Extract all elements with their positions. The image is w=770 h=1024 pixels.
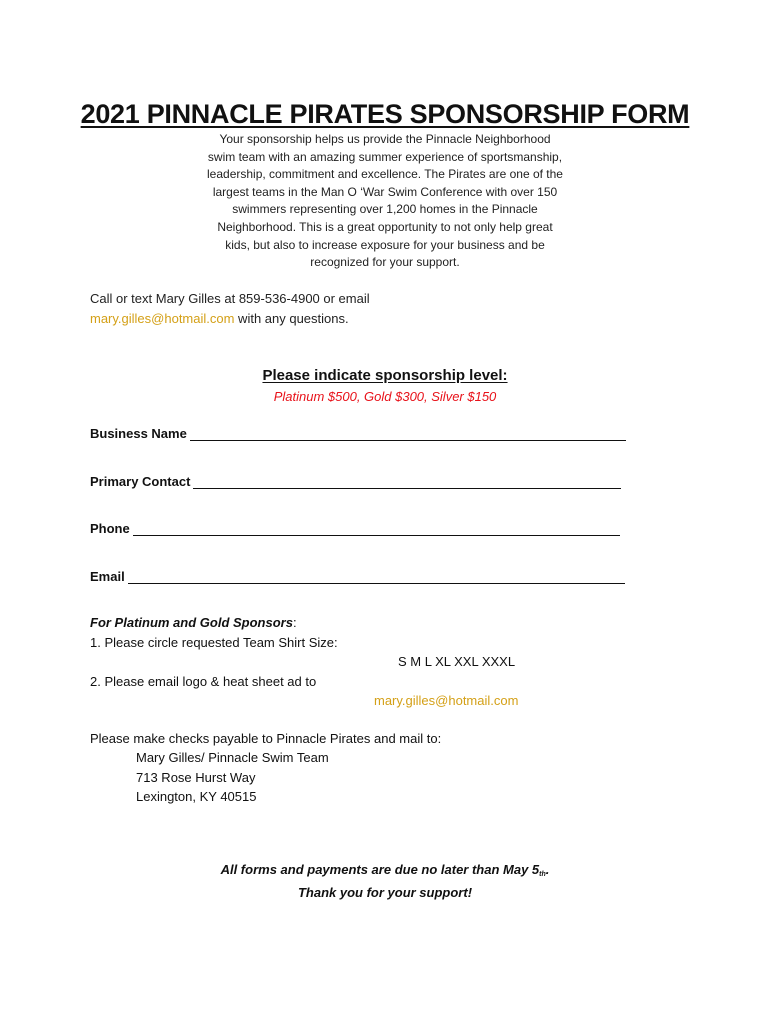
business-name-label: Business Name xyxy=(90,426,187,441)
shirt-size-options[interactable]: S M L XL XXL XXXL xyxy=(398,654,516,669)
primary-contact-line[interactable] xyxy=(193,473,621,489)
closing-note xyxy=(0,860,770,903)
platinum-gold-section xyxy=(90,613,338,691)
logo-instruction: 2. Please email logo & heat sheet ad to xyxy=(90,673,317,689)
contact-line-2 xyxy=(90,309,370,329)
email-label: Email xyxy=(90,569,125,584)
primary-contact-label: Primary Contact xyxy=(90,474,191,489)
platinum-gold-heading xyxy=(90,613,338,633)
primary-contact-field[interactable] xyxy=(90,472,621,492)
contact-line: Call or text Mary Gilles at 859-536-4900 or email xyxy=(90,291,370,306)
address-line: Mary Gilles/ Pinnacle Swim Team xyxy=(136,750,329,765)
due-date-line xyxy=(0,860,770,883)
intro-line: leadership, commitment and excellence. The Pirates are one of the xyxy=(207,167,563,182)
platinum-gold-heading-colon: : xyxy=(292,615,297,630)
sponsorship-level-heading: Please indicate sponsorship level: xyxy=(262,367,508,384)
thank-you-line: Thank you for your support! xyxy=(297,885,473,900)
business-name-field[interactable] xyxy=(90,424,626,444)
platinum-gold-heading-text: For Platinum and Gold Sponsors xyxy=(90,615,293,630)
phone-label: Phone xyxy=(90,521,130,536)
due-date-suffix: th xyxy=(539,871,546,878)
contact-info xyxy=(90,289,370,329)
shirt-size-instruction: 1. Please circle requested Team Shirt Size: xyxy=(90,634,338,650)
intro-line: Your sponsorship helps us provide the Pinnacle Neighborhood xyxy=(219,132,551,146)
spacer xyxy=(90,652,338,672)
mailing-address xyxy=(136,748,329,807)
page-title: 2021 PINNACLE PIRATES SPONSORSHIP FORM xyxy=(80,99,690,129)
intro-line: Neighborhood. This is a great opportunity to not only help great xyxy=(217,219,553,234)
email-line[interactable] xyxy=(128,568,625,584)
contact-suffix: with any questions. xyxy=(234,311,349,326)
email-field[interactable] xyxy=(90,567,625,587)
business-name-line[interactable] xyxy=(190,425,626,441)
address-line: Lexington, KY 40515 xyxy=(136,789,257,804)
intro-line: swimmers representing over 1,200 homes in the Pinnacle xyxy=(232,202,538,217)
sponsorship-level-options: Platinum $500, Gold $300, Silver $150 xyxy=(273,389,497,404)
address-line: 713 Rose Hurst Way xyxy=(136,769,256,785)
due-date-end: . xyxy=(545,862,550,877)
payment-instruction: Please make checks payable to Pinnacle Pirates and mail to: xyxy=(90,731,442,746)
logo-email-link[interactable]: mary.gilles@hotmail.com xyxy=(374,693,519,708)
intro-line: largest teams in the Man O ‘War Swim Conference with over 150 xyxy=(212,184,558,199)
phone-field[interactable] xyxy=(90,519,620,539)
intro-line: swim team with an amazing summer experience of sportsmanship, xyxy=(207,149,563,164)
intro-line: recognized for your support. xyxy=(310,255,460,270)
due-date-text: All forms and payments are due no later than May 5 xyxy=(220,862,540,877)
phone-line[interactable] xyxy=(133,520,620,536)
intro-paragraph xyxy=(190,131,580,272)
contact-email-link[interactable]: mary.gilles@hotmail.com xyxy=(90,311,235,326)
intro-line: kids, but also to increase exposure for your business and be xyxy=(225,237,545,252)
